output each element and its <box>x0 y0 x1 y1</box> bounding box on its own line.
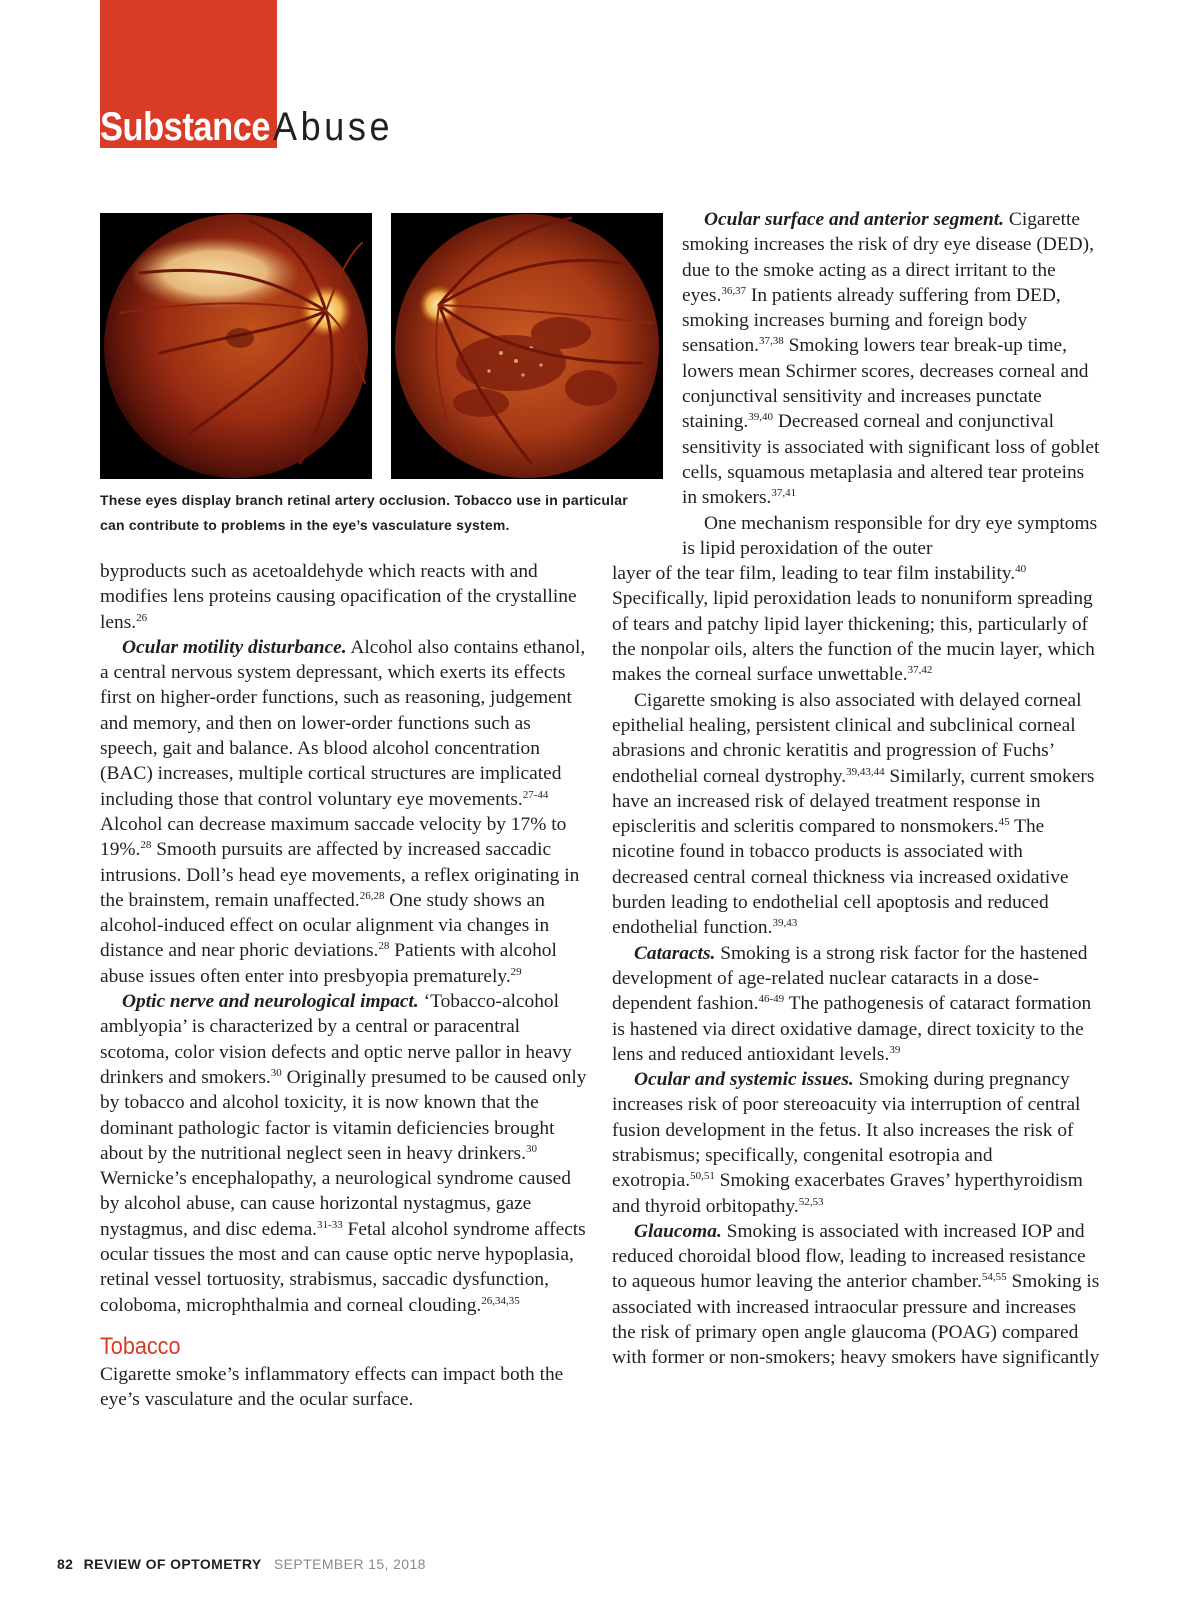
figure-caption: These eyes display branch retinal artery occlusion. Tobacco use in particular can contribute to problems in the eye’s vasculature system. <box>100 492 628 533</box>
paragraph-dry-eye-mechanism-start: One mechanism responsible for dry eye symptoms is lipid peroxidation of the outer <box>682 512 1098 559</box>
reference: 45 <box>998 816 1010 829</box>
section-word-abuse: Abuse <box>273 105 394 149</box>
reference: 46-49 <box>758 993 785 1006</box>
left-column <box>100 559 590 1413</box>
paragraph-optic-nerve: Optic nerve and neurological impact. ‘Tobacco-alcohol amblyopia’ is characterized by a central or paracentral scotoma, color vision defects and optic nerve pallor in heavy drinkers and smokers.$^{30}$ Originally presumed to be caused only by tobacco and alcohol toxicity, it is now known that the dominant pathologic factor is vitamin deficiencies brought about by the nutritional neglect seen in heavy drinkers.$^{30}$ Wernicke’s encephalopathy, a neurological syndrome caused by alcohol abuse, can cause horizontal nystagmus, gaze nystagmus, and disc edema.$^{31-33}$ Fetal alcohol syndrome affects ocular tissues the most and can cause optic nerve hypoplasia, retinal vessel tortuosity, strabismus, saccadic dysfunction, coloboma, microphthalmia and corneal clouding.$^{26,34,35}$ <box>100 991 587 1316</box>
fundus-left-illustration <box>100 213 372 479</box>
paragraph-dry-eye-mechanism: layer of the tear film, leading to tear film instability.$^{40}$ Specifically, lipid peroxidation leads to nonuniform spreading of tears and patchy lipid layer thickening; this, particularly of the nonpolar oils, alters the function of the mucin layer, which makes the corneal surface unwettable.$^{37,42}$ <box>612 563 1095 686</box>
reference: 40 <box>1015 563 1027 576</box>
reference: 36,37 <box>721 284 747 297</box>
tobacco-heading: Tobacco <box>100 1332 181 1360</box>
page-footer <box>57 1555 426 1573</box>
paragraph-systemic-issues: Ocular and systemic issues. Smoking during pregnancy increases risk of poor stereoacuity via interruption of central fusion development in the fetus. It also increases the risk of strabismus; specifically, congenital esotropia and exotropia.$^{50,51}$ Smoking exacerbates Graves’ hyperthyroidism and thyroid orbitopathy.$^{52,53}$ <box>612 1069 1083 1217</box>
reference: 26,28 <box>359 889 385 902</box>
reference: 26 <box>136 611 148 624</box>
issue-date: SEPTEMBER 15, 2018 <box>273 1556 426 1572</box>
section-word-substance: Substance <box>100 105 271 149</box>
reference: 52,53 <box>798 1195 824 1208</box>
reference: 54,55 <box>981 1271 1007 1284</box>
paragraph-glaucoma: Glaucoma. Smoking is associated with increased IOP and reduced choroidal blood flow, leading to increased resistance to aqueous humor leaving the anterior chamber.$^{54,55}$ Smoking is associated with increased intraocular pressure and increases the risk of primary open angle glaucoma (POAG) compared with former or non-smokers; heavy smokers have significantly <box>612 1220 1100 1369</box>
reference: 50,51 <box>690 1170 715 1183</box>
reference: 39,40 <box>748 411 773 424</box>
paragraph-cataracts: Cataracts. Smoking is a strong risk factor for the hastened development of age-related nuclear cataracts in a dose-dependent fashion.$^{46-49}$ The pathogenesis of cataract formation is hastened via direct oxidative damage, direct toxicity to the lens and reduced antioxidant levels.$^{39}$ <box>612 942 1092 1065</box>
paragraph-ocular-motility: Ocular motility disturbance. Alcohol also contains ethanol, a central nervous system depressant, which exerts its effects first on higher-order functions, such as reasoning, judgement and memory, and then on lower-order functions such as speech, gait and balance. As blood alcohol concentration (BAC) increases, multiple cortical structures are implicated including those that control voluntary eye movements.$^{27-44}$ Alcohol can decrease maximum saccade velocity by 17% to 19%.$^{28}$ Smooth pursuits are affected by increased saccadic intrusions. Doll’s head eye movements, a reflex originating in the brainstem, remain unaffected.$^{26,28}$ One study shows an alcohol-induced effect on ocular alignment via changes in distance and near phoric deviations.$^{28}$ Patients with alcohol abuse issues often enter into presbyopia prematurely.$^{29}$ <box>100 636 586 987</box>
reference: 37,42 <box>907 664 933 677</box>
reference: 31-33 <box>317 1218 343 1231</box>
reference: 30 <box>270 1066 282 1079</box>
publication-name: REVIEW OF OPTOMETRY <box>83 1556 262 1572</box>
subheading: Ocular motility disturbance. <box>122 636 347 658</box>
reference: 27-44 <box>522 788 549 801</box>
page-number: 82 <box>57 1556 74 1572</box>
reference: 39,43 <box>772 917 798 930</box>
paragraph-tobacco-intro: Cigarette smoke’s inflammatory effects can impact both the eye’s vasculature and the ocular surface. <box>100 1363 564 1411</box>
reference: 30 <box>525 1142 537 1155</box>
section-header <box>100 100 406 150</box>
paragraph-corneal-healing: Cigarette smoking is also associated with delayed corneal epithelial healing, persistent clinical and subclinical corneal abrasions and chronic keratitis and progression of Fuchs’ endothelial corneal dystrophy.$^{39,43,44}$ Similarly, current smokers have an increased risk of delayed treatment response in episcleritis and scleritis compared to nonsmokers.$^{45}$ The nicotine found in tobacco products is associated with decreased central corneal thickness via increased oxidative burden leading to endothelial cell apoptosis and reduced endothelial function.$^{39,43}$ <box>612 689 1095 939</box>
subheading: Ocular surface and anterior segment. <box>704 209 1005 230</box>
right-column <box>612 207 1100 1371</box>
reference: 39 <box>889 1043 901 1056</box>
subheading: Glaucoma. <box>634 1220 722 1242</box>
paragraph-lens: byproducts such as acetoaldehyde which reacts with and modifies lens proteins causing opacification of the crystalline lens.$^{26}$ <box>100 561 577 633</box>
reference: 28 <box>378 940 390 953</box>
subheading: Ocular and systemic issues. <box>634 1069 854 1091</box>
reference: 28 <box>140 839 152 852</box>
reference: 37,38 <box>759 335 784 348</box>
subheading: Optic nerve and neurological impact. <box>122 991 419 1013</box>
subheading: Cataracts. <box>634 942 716 964</box>
reference: 37,41 <box>771 487 797 500</box>
reference: 26,34,35 <box>481 1294 520 1307</box>
fundus-photo-left <box>100 213 372 479</box>
reference: 29 <box>510 965 522 978</box>
reference: 39,43,44 <box>846 765 885 778</box>
paragraph-ocular-surface: Ocular surface and anterior segment. Cigarette smoking increases the risk of dry eye disease (DED), due to the smoke acting as a direct irritant to the eyes.$^{36,37}$ In patients already suffering from DED, smoking increases burning and foreign body sensation.$^{37,38}$ Smoking lowers tear break-up time, lowers mean Schirmer scores, decreases corneal and conjunctival sensitivity and increases punctate staining.$^{39,40}$ Decreased corneal and conjunctival sensitivity is associated with significant loss of goblet cells, squamous metaplasia and altered tear proteins in smokers.$^{37,41}$ <box>682 209 1100 509</box>
